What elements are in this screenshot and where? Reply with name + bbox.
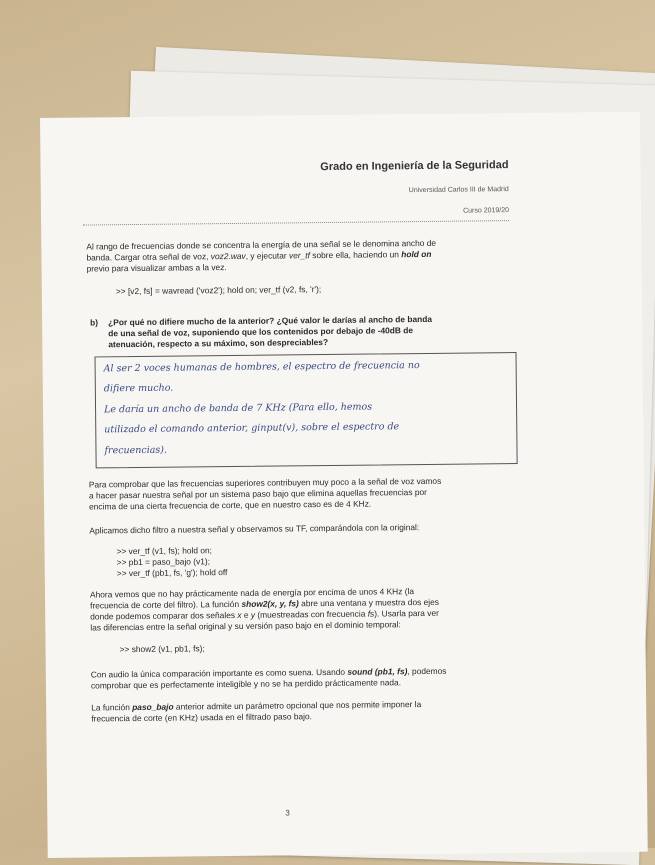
command-line: >> [v2, fs] = wavread ('voz2'); hold on; ver_tf (v2, fs, 'r');: [115, 284, 322, 297]
text-span: La función: [91, 702, 133, 713]
text-span: , podemos: [407, 665, 447, 677]
question-row: [90, 313, 520, 351]
text-line: Ahora vemos que no hay prácticamente nada de energía por encima de unos 4 KHz (la: [89, 586, 415, 600]
handwritten-line: difiere mucho.: [103, 382, 174, 395]
text-span: y: [250, 609, 256, 620]
text-line: Para comprobar que las frecuencias superiores contribuyen muy poco a la señal de voz vamos: [88, 475, 442, 490]
text-line: ¿Por qué no difiere mucho de la anterior? ¿Qué valor le darías al ancho de banda: [108, 313, 433, 328]
text-span: paso_bajo: [132, 701, 174, 713]
text-span: anterior admite un parámetro opcional que nos permite imponer la: [173, 699, 422, 712]
text-span: donde podemos comparar dos señales: [90, 609, 238, 622]
intro-paragraph: [86, 237, 516, 275]
text-span: sound (pb1, fs): [347, 666, 408, 677]
text-line: frecuencia de corte (en KHz) usada en el filtrado paso bajo.: [91, 711, 313, 724]
handwritten-line: utilizado el comando anterior, ginput(v), sobre el espectro de: [104, 421, 400, 436]
paragraph: [91, 698, 521, 725]
question-b: [90, 313, 520, 351]
command-line: >> show2 (v1, pb1, fs);: [119, 643, 205, 655]
text-span: frecuencia de corte del filtro). La función: [90, 598, 242, 611]
handwritten-line: Al ser 2 voces humanas de hombres, el espectro de frecuencia no: [103, 360, 420, 375]
text-span: voz2.wav: [210, 250, 246, 262]
paragraph: Aplicamos dicho filtro a nuestra señal y observamos su TF, comparándola con la original:: [89, 522, 420, 536]
header-divider: [83, 220, 509, 225]
text-span: (muestreadas con frecuencia: [254, 608, 368, 620]
text-line: encima de una cierta frecuencia de corte, que en nuestro caso es de 4 KHz.: [89, 498, 372, 512]
page-number: 3: [285, 808, 290, 818]
command-line: >> ver_tf (v1, fs); hold on;: [116, 545, 213, 557]
paragraph: [91, 665, 521, 692]
answer-box: [94, 352, 517, 468]
text-line: de una señal de voz, suponiendo que los contenidos por debajo de -40dB de: [108, 325, 414, 339]
command-block: [116, 542, 546, 580]
text-span: banda. Cargar otra señal de voz,: [86, 251, 211, 263]
document-page: [40, 112, 648, 858]
page-header-title: Grado en Ingeniería de la Seguridad: [320, 159, 509, 174]
text-line: atenuación, respecto a su máximo, son despreciables?: [108, 336, 329, 350]
text-line: a hacer pasar nuestra señal por un sistema paso bajo que elimina aquellas frecuencias por: [88, 486, 427, 501]
text-line: Al rango de frecuencias donde se concentra la energía de una señal se le denomina ancho de: [86, 237, 437, 252]
question-text: [108, 314, 432, 350]
text-span: ver_tf: [288, 250, 310, 261]
text-span: sobre ella, haciendo un: [309, 249, 402, 261]
text-span: e: [241, 609, 251, 620]
page-header-university: Universidad Carlos III de Madrid: [408, 186, 509, 195]
paragraph: [90, 585, 520, 634]
text-line: previo para visualizar ambas a la vez.: [86, 262, 227, 274]
handwritten-line: Le daría un ancho de banda de 7 KHz (Para ello, hemos: [104, 401, 373, 416]
text-span: hold on: [401, 248, 432, 260]
question-label: b): [90, 317, 99, 328]
text-span: x: [237, 609, 242, 620]
command-line: >> ver_tf (pb1, fs, 'g'); hold off: [116, 567, 228, 579]
text-span: fs: [367, 608, 375, 619]
text-span: Con audio la única comparación importante es como suena. Usando: [90, 666, 348, 680]
text-line: comprobar que es perfectamente inteligible y no se ha perdido prácticamente nada.: [90, 677, 402, 691]
handwritten-line: frecuencias).: [104, 444, 168, 457]
text-span: ). Usarla para ver: [374, 607, 439, 619]
command-line: >> pb1 = paso_bajo (v1);: [116, 556, 211, 568]
paragraph: [89, 475, 519, 513]
text-span: , y ejecutar: [245, 250, 290, 261]
page-header-course: Curso 2019/20: [463, 207, 510, 215]
text-line: las diferencias entre la señal original y su versión paso bajo en el dominio temporal:: [90, 619, 401, 633]
text-span: abre una ventana y muestra dos ejes: [298, 596, 440, 609]
text-span: show2(x, y, fs): [241, 598, 299, 609]
